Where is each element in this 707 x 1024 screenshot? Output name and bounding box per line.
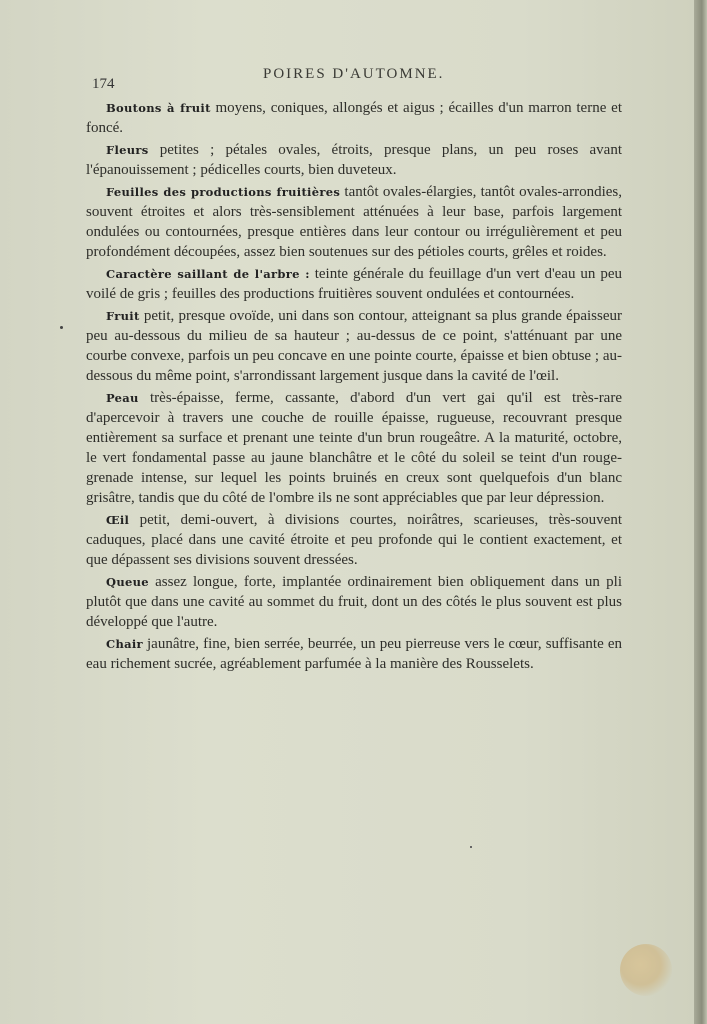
body-text [86, 98, 622, 676]
paragraph-lead: Chair [106, 637, 143, 651]
paragraph-lead: Fruit [106, 309, 140, 323]
paragraph-lead: Boutons à fruit [106, 101, 211, 115]
paragraph-text: petit, demi-ouvert, à divisions courtes, noirâtres, scarieuses, très-souvent caduques, placé dans une cavité étroite et peu profonde qui le contient exactement, et que dépassent ses divisions souvent dressées. [86, 512, 622, 568]
paragraph-chair [86, 634, 622, 674]
paragraph-caractere [86, 264, 622, 304]
ink-speck [60, 326, 63, 329]
paragraph-lead: Caractère saillant de l'arbre : [106, 267, 310, 281]
paragraph-fruit [86, 306, 622, 386]
paragraph-lead: Feuilles des productions fruitières [106, 185, 341, 199]
ink-speck [470, 846, 472, 848]
paragraph-lead: Fleurs [106, 143, 149, 157]
paragraph-text: jaunâtre, fine, bien serrée, beurrée, un peu pierreuse vers le cœur, suffisante en eau richement sucrée, agréablement parfumée à la manière des Rousselets. [86, 636, 622, 672]
paragraph-peau [86, 388, 622, 508]
fruit-illustration-bleed [620, 944, 672, 996]
paragraph-text: tantôt ovales-élargies, tantôt ovales-arrondies, souvent étroites et alors très-sensiblement atténuées à leur base, parfois largement ondulées ou contournées, presque entières dans leur contour ou irrégulièrement et peu profondément découpées, assez bien soutenues sur des pétioles courts, grêles et roides. [86, 184, 622, 260]
paragraph-text: très-épaisse, ferme, cassante, d'abord d'un vert gai qu'il est très-rare d'apercevoir à travers une couche de rouille épaisse, rugueuse, recouvrant presque entièrement sa surface et prenant une teinte d'un brun rougeâtre. A la maturité, octobre, le vert fondamental passe au jaune blanchâtre et le côté du soleil se teint d'un rouge-grenade intense, sur lequel les points bruinés en creux sont quelquefois d'un blanc grisâtre, tandis que du côté de l'ombre ils ne sont appréciables que par leur dépression. [86, 390, 622, 506]
paragraph-feuilles [86, 182, 622, 262]
paragraph-text: petites ; pétales ovales, étroits, presque plans, un peu roses avant l'épanouissement ; pédicelles courts, bien duveteux. [86, 142, 622, 178]
paragraph-lead: Queue [106, 575, 149, 589]
page-number: 174 [92, 76, 115, 92]
paragraph-text: petit, presque ovoïde, uni dans son contour, atteignant sa plus grande épaisseur peu au-dessous du milieu de sa hauteur ; au-dessus de ce point, s'atténuant par une courbe convexe, parfois un peu concave en une pointe courte, épaisse et bien obtuse ; au-dessous du même point, s'arrondissant largement jusque dans la cavité de l'œil. [86, 308, 622, 384]
paragraph-text: assez longue, forte, implantée ordinairement bien obliquement dans un pli plutôt que dans une cavité au sommet du fruit, dont un des côtés le plus souvent est plus développé que l'autre. [86, 574, 622, 630]
paragraph-lead: Peau [106, 391, 139, 405]
paragraph-fleurs [86, 140, 622, 180]
paragraph-queue [86, 572, 622, 632]
paragraph-text: moyens, coniques, allongés et aigus ; écailles d'un marron terne et foncé. [86, 100, 623, 136]
paragraph-boutons [86, 98, 622, 138]
paragraph-lead: Œil [106, 513, 130, 527]
paragraph-text: teinte générale du feuillage d'un vert d'eau un peu voilé de gris ; feuilles des productions fruitières souvent ondulées et contournées. [86, 266, 622, 302]
page-header [0, 66, 694, 96]
paragraph-oeil [86, 510, 622, 570]
book-spine-edge [694, 0, 707, 1024]
running-head: POIRES D'AUTOMNE. [263, 66, 445, 82]
